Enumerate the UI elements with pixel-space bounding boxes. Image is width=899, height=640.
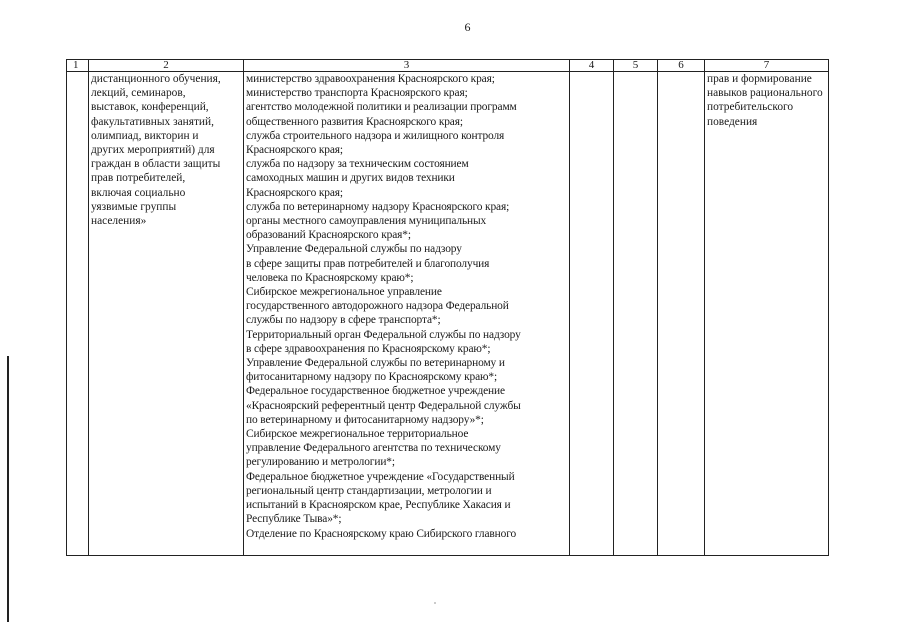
cell-col3-text: министерство здравоохранения Красноярского края; министерство транспорта Красноярского края; агентство молодежной политики и реализации программ общественного развития Красноярского края; служба строительного надзора и жилищного контроля Красноярского края; служба по надзору за техническим состоянием самоходных машин и других видов техники Красноярского края; служба по ветеринарному надзору Красноярского края; органы местного самоуправления муниципальных образований Красноярского края*; Управление Федеральной службы по надзору в сфере защиты прав потребителей и благополучия человека по Красноярскому краю*; Сибирское межрегиональное управление государственного автодорожного надзора Федеральной службы по надзору в сфере транспорта*; Территориальный орган Федеральной службы по надзору в сфере здравоохранения по Красноярскому краю*; Управление Федеральной службы по ветеринарному и фитосанитарному надзору по Красноярскому краю*; Федеральное государственное бюджетное учреждение «Красноярский референтный центр Федеральной службы по ветеринарному и фитосанитарному надзору»*; Сибирское межрегиональное территориальное управление Федерального агентства по техническому регулированию и метрологии*; Федеральное бюджетное учреждение «Государственный региональный центр стандартизации, метрологии и испытаний в Красноярском крае, Республике Хакасия и Республике Тыва»*; Отделение по Красноярскому краю Сибирского главного — [246, 73, 521, 540]
scan-speck — [434, 602, 436, 604]
cell-col4 — [570, 72, 614, 556]
cell-col7 — [705, 72, 829, 556]
column-header-5: 5 — [614, 60, 658, 72]
column-header-4: 4 — [570, 60, 614, 72]
cell-col2 — [89, 72, 244, 556]
table-row — [67, 72, 829, 556]
cell-col6 — [658, 72, 705, 556]
scan-margin-line — [7, 356, 9, 622]
cell-col2-text: дистанционного обучения, лекций, семинаров, выставок, конференций, факультативных занятий, олимпиад, викторин и других мероприятий) для граждан в области защиты прав потребителей, включая социально уязвимые группы населения» — [91, 73, 221, 228]
document-table — [66, 59, 829, 556]
cell-col3 — [244, 72, 570, 556]
column-header-3: 3 — [244, 60, 570, 72]
column-header-7: 7 — [705, 60, 829, 72]
column-header-6: 6 — [658, 60, 705, 72]
cell-col7-text: прав и формирование навыков рационального потребительского поведения — [707, 73, 823, 128]
cell-col1 — [67, 72, 89, 556]
column-header-2: 2 — [89, 60, 244, 72]
table-header-row — [67, 60, 829, 72]
column-header-1: 1 — [67, 60, 89, 72]
page-number: 6 — [464, 20, 471, 34]
cell-col5 — [614, 72, 658, 556]
